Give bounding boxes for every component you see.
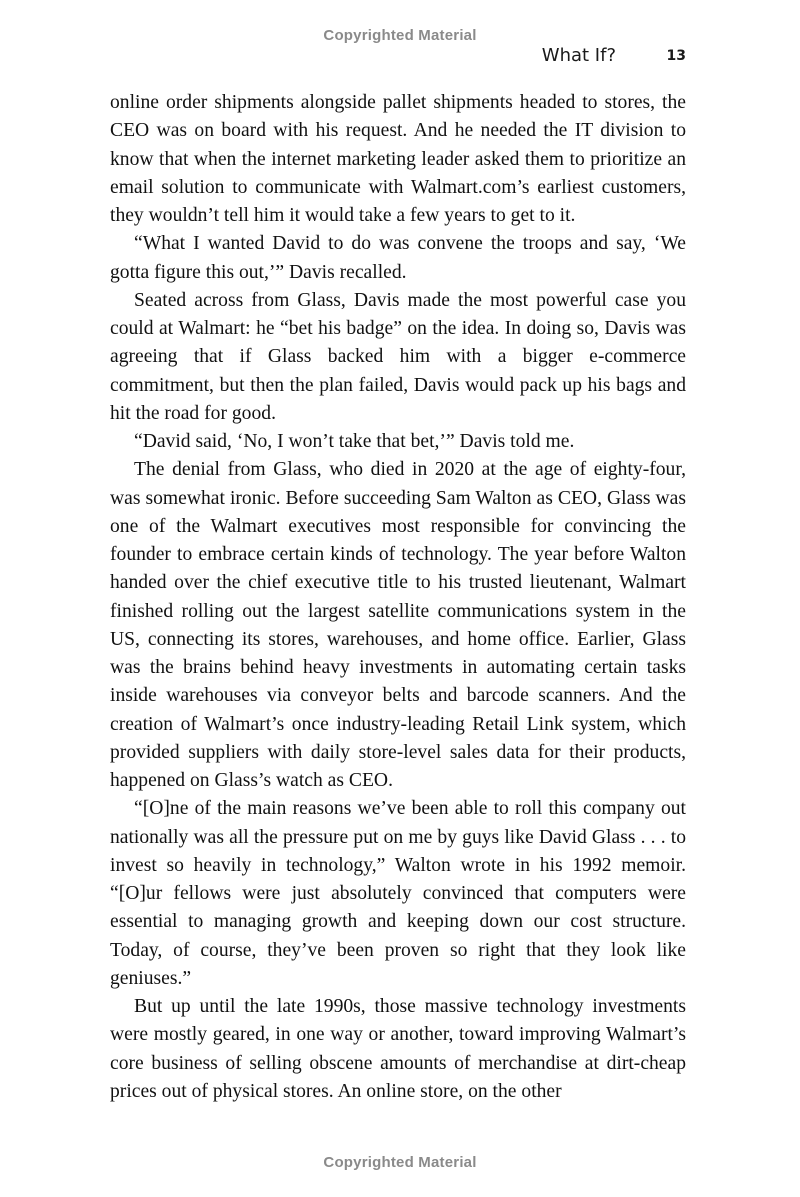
- copyright-watermark-top: Copyrighted Material: [323, 27, 477, 44]
- body-text: [110, 89, 686, 1106]
- paragraph: “[O]ne of the main reasons we’ve been able to roll this company out nationally was all the pressure put on me by guys like David Glass . . . to invest so heavily in technology,” Walton wrote in his 1992 memoir. “[O]ur fellows were just absolutely convinced that computers were essential to managing growth and keeping down our cost structure. Today, of course, they’ve been proven so right that they look like geniuses.”: [110, 798, 686, 989]
- paragraph: “What I wanted David to do was convene the troops and say, ‘We gotta figure this out,’” Davis recalled.: [110, 233, 686, 283]
- chapter-title: What If?: [541, 45, 616, 66]
- paragraph: Seated across from Glass, Davis made the most powerful case you could at Walmart: he “bet his badge” on the idea. In doing so, Davis was agreeing that if Glass backed him with a bigger e-commerce commitment, but then the plan failed, Davis would pack up his bags and hit the road for good.: [110, 289, 686, 424]
- page-number: 13: [666, 48, 686, 64]
- copyright-watermark-bottom: Copyrighted Material: [323, 1154, 477, 1171]
- running-header: [110, 44, 686, 70]
- paragraph: online order shipments alongside pallet shipments headed to stores, the CEO was on board with his request. And he needed the IT division to know that when the internet marketing leader asked them to prioritize an email solution to communicate with Walmart.com’s earliest customers, they wouldn’t tell him it would take a few years to get to it.: [110, 92, 686, 226]
- paragraph: The denial from Glass, who died in 2020 at the age of eighty-four, was somewhat ironic. Before succeeding Sam Walton as CEO, Glass was one of the Walmart executives most responsible for convincing the founder to embrace certain kinds of technology. The year before Walton handed over the chief executive title to his trusted lieutenant, Walmart finished rolling out the largest satellite communications system in the US, connecting its stores, warehouses, and home office. Earlier, Glass was the brains behind heavy investments in automating certain tasks inside warehouses via conveyor belts and barcode scanners. And the creation of Walmart’s once industry-leading Retail Link system, which provided suppliers with daily store-level sales data for their products, happened on Glass’s watch as CEO.: [110, 459, 686, 791]
- paragraph: “David said, ‘No, I won’t take that bet,’” Davis told me.: [134, 431, 575, 452]
- paragraph: But up until the late 1990s, those massive technology investments were mostly geared, in one way or another, toward improving Walmart’s core business of selling obscene amounts of merchandise at dirt-cheap prices out of physical stores. An online store, on the other: [110, 996, 686, 1102]
